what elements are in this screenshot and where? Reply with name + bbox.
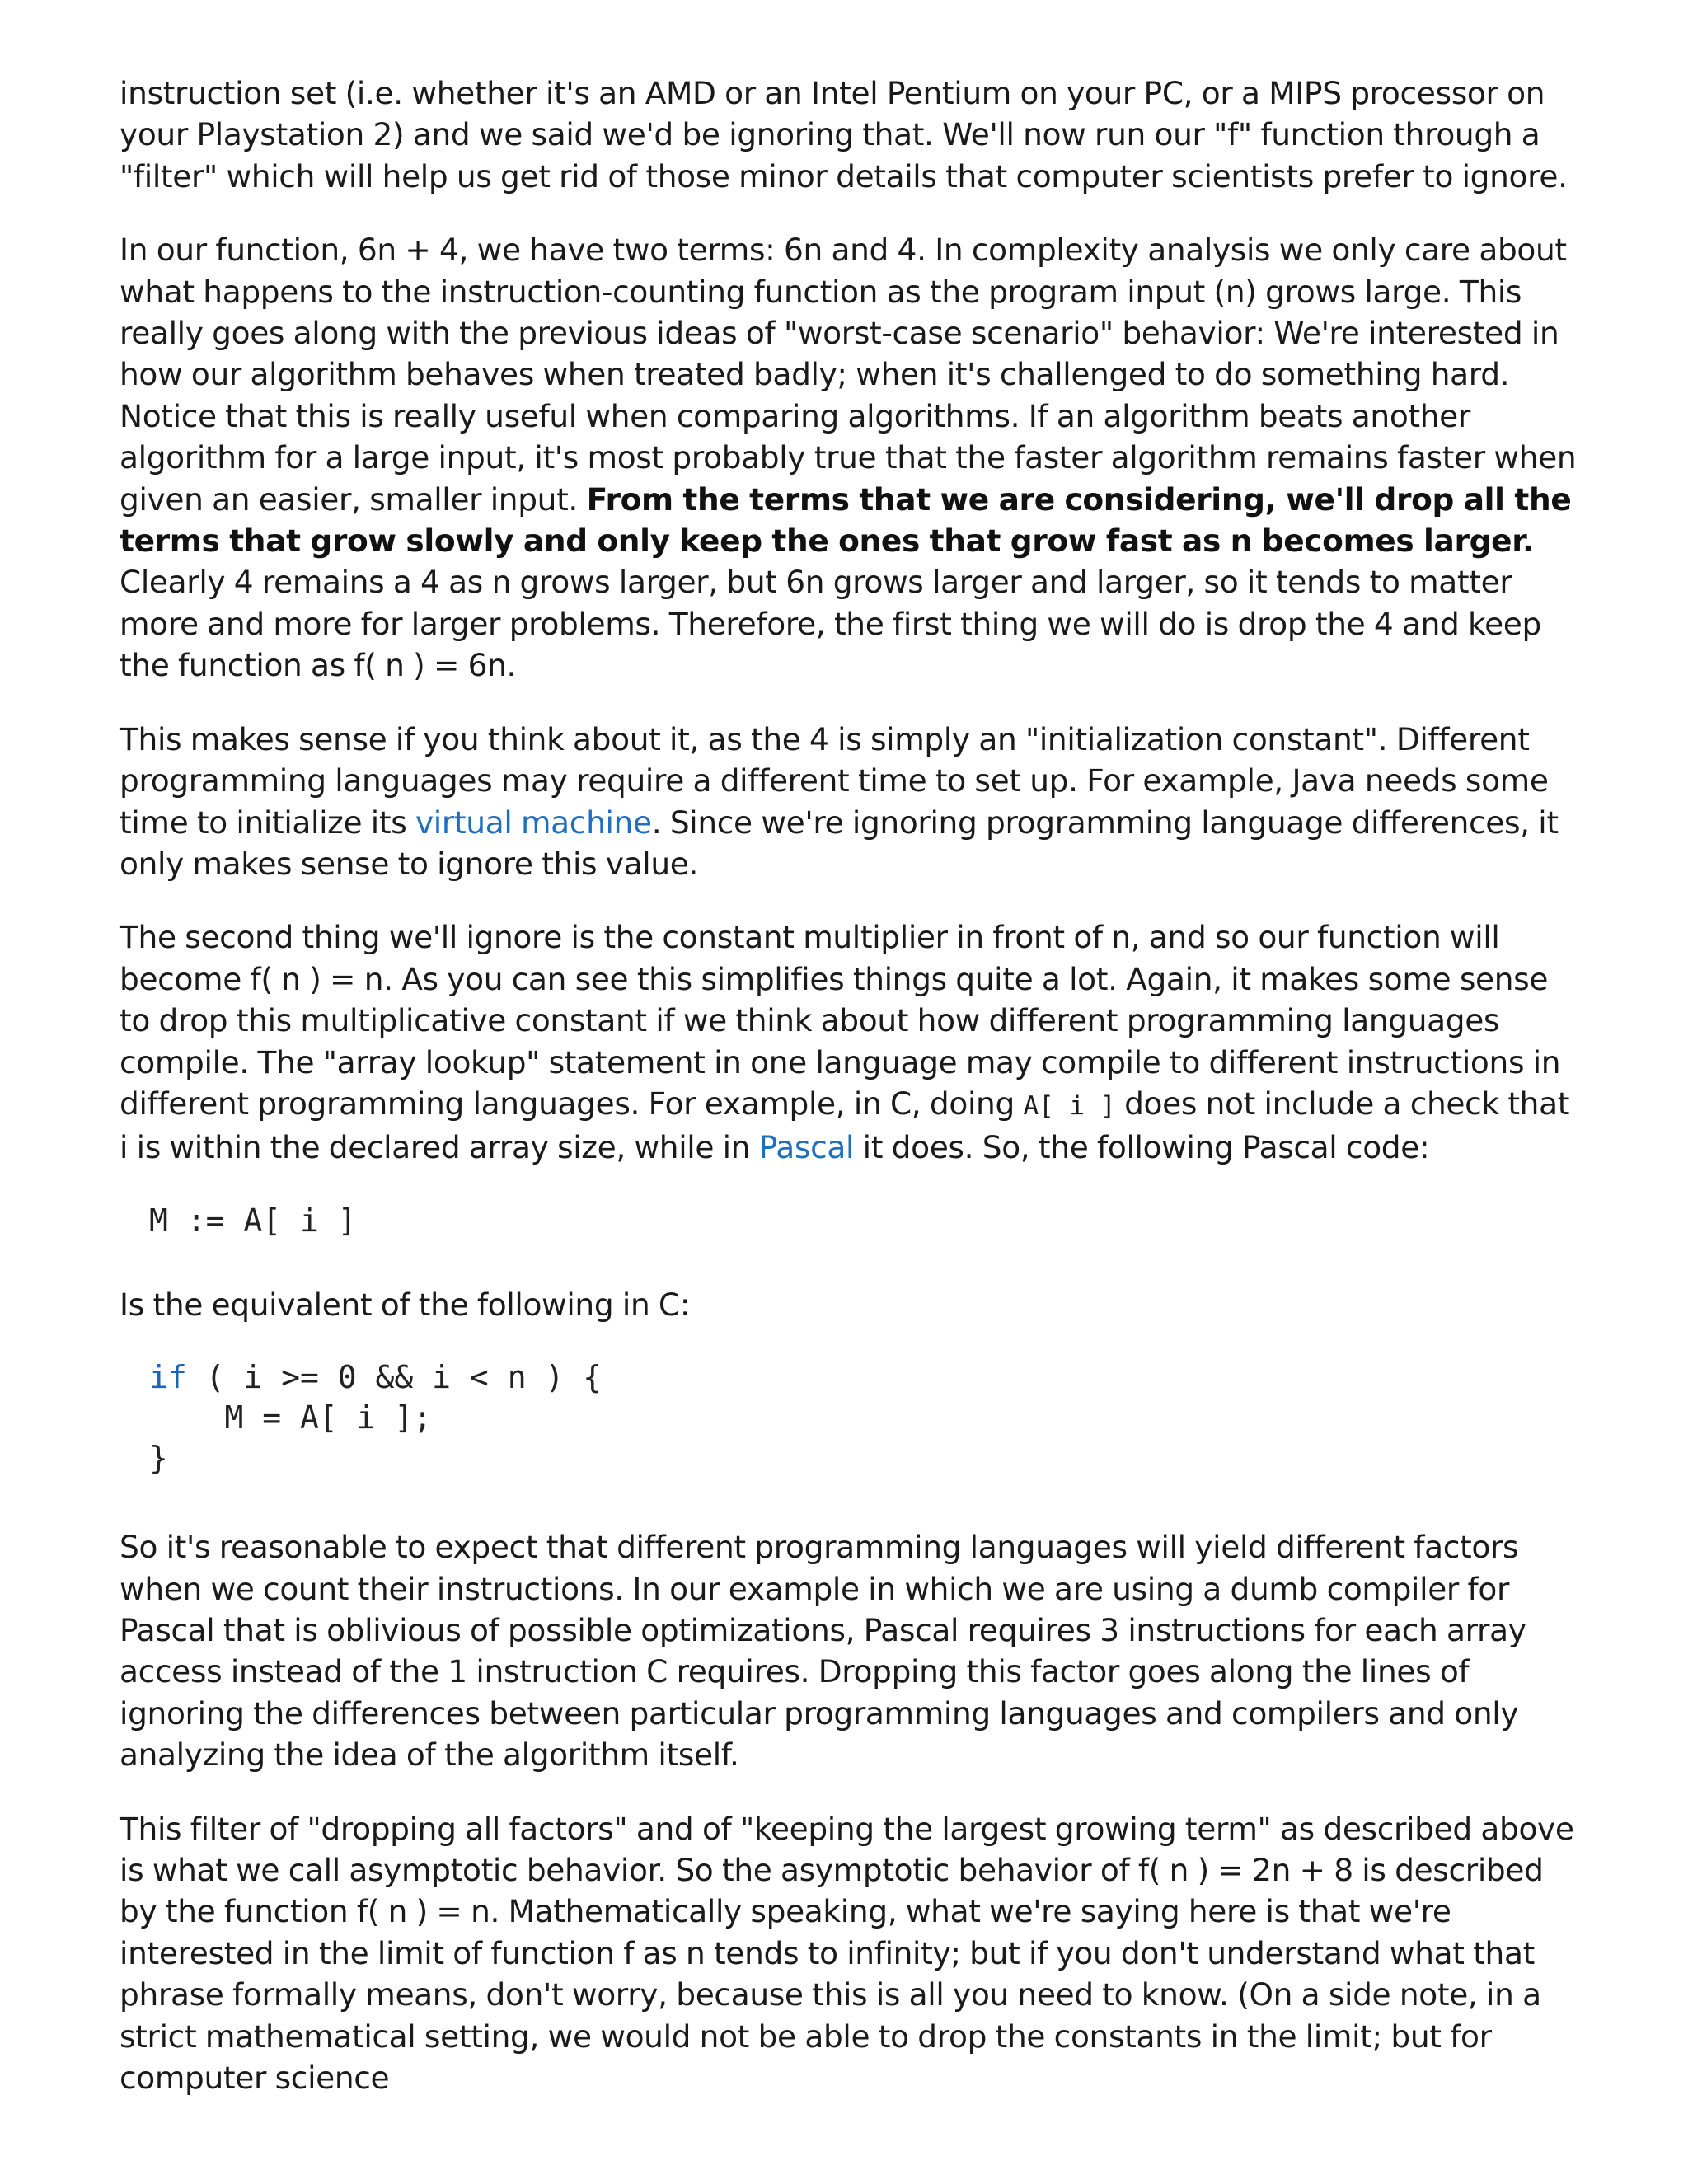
code-line: ( i >= 0 && i < n ) { (186, 1359, 603, 1396)
bold-rule-text: From the terms that we are considering, we'll drop all the terms that grow slowly and only keep the ones that grow fast as n becomes larger. (120, 480, 1572, 560)
code-line: } (149, 1440, 168, 1477)
paragraph-initialization-constant (120, 719, 1578, 885)
pascal-link[interactable]: Pascal (758, 1129, 855, 1166)
paragraph-asymptotic-behavior (120, 1808, 1578, 2099)
paragraph-text: Is the equivalent of the following in C: (120, 1286, 691, 1323)
term-asymptotic-behavior: asymptotic behavior (349, 1852, 658, 1888)
paragraph-text: . Since we're ignoring programming language differences, it only makes sense to ignore this value. (120, 804, 1559, 882)
c-code-block (149, 1357, 1578, 1479)
code-keyword-if: if (149, 1359, 187, 1396)
paragraph-text: This filter of "dropping all factors" and of "keeping the largest growing term" as described above is what we call (120, 1810, 1574, 1888)
virtual-machine-link[interactable]: virtual machine (415, 804, 652, 841)
paragraph-constant-multiplier (120, 916, 1578, 1168)
paragraph-text: In our function, 6n + 4, we have two terms: 6n and 4. In complexity analysis we only care about what happens to the instruction-counting function as the program input (n) grows large. This really goes along with the previous ideas of "worst-case scenario" behavior: We're interested in how our algorithm behaves when treated badly; when it's challenged to do something hard. Notice that this is really useful when comparing algorithms. If an algorithm beats another algorithm for a large input, it's most probably true that the faster algorithm remains faster when given an easier, smaller input. (120, 232, 1577, 518)
paragraph-text: . So the asymptotic behavior of f( n ) = 2n + 8 is described by the function f( n ) = n. Mathematically speaking, what we're saying here is that we're interested in the limit of function f as n tends to infinity; but if you don't understand what that phrase formally means, don't worry, because this is all you need to know. (On a side note, in a strict mathematical setting, we would not be able to drop the constants in the limit; but for computer science (120, 1852, 1544, 2097)
code-line: M = A[ i ]; (149, 1399, 433, 1436)
paragraph-text: This makes sense if you think about it, as the 4 is simply an "initialization constant". Different programming languages may require a different time to set up. For example, Java needs some time to initialize its (120, 720, 1549, 841)
code-line: M := A[ i ] (149, 1202, 357, 1239)
paragraph-two-terms (120, 229, 1578, 686)
inline-code-array-access: A[ i ] (1023, 1090, 1116, 1121)
paragraph-text: it does. So, the following Pascal code: (862, 1129, 1430, 1166)
paragraph-c-equivalent (120, 1284, 1578, 1325)
paragraph-text: instruction set (i.e. whether it's an AMD or an Intel Pentium on your PC, or a MIPS processor on your Playstation 2) and we said we'd be ignoring that. We'll now run our "f" function through a "filter" which will help us get rid of those minor details that computer scientists prefer to ignore. (120, 75, 1568, 194)
paragraph-language-factors (120, 1526, 1578, 1775)
paragraph-text: Clearly 4 remains a 4 as n grows larger, but 6n grows larger and larger, so it tends to matter more and more for larger problems. Therefore, the first thing we will do is drop the 4 and keep the function as f( n ) = 6n. (120, 564, 1541, 684)
article-body (120, 73, 1578, 2130)
pascal-code-block (149, 1201, 1578, 1241)
paragraph-text: So it's reasonable to expect that different programming languages will yield different factors when we count their instructions. In our example in which we are using a dumb compiler for Pascal that is oblivious of possible optimizations, Pascal requires 3 instructions for each array access instead of the 1 instruction C requires. Dropping this factor goes along the lines of ignoring the differences between particular programming languages and compilers and only analyzing the idea of the algorithm itself. (120, 1529, 1526, 1774)
paragraph-instruction-set (120, 73, 1578, 197)
paragraph-text: The second thing we'll ignore is the constant multiplier in front of n, and so our function will become f( n ) = n. As you can see this simplifies things quite a lot. Again, it makes some sense to drop this multiplicative constant if we think about how different programming languages compile. The "array lookup" statement in one language may compile to different instructions in different programming languages. For example, in C, doing (120, 919, 1561, 1122)
paragraph-text: does not include a check that i is within the declared array size, while in (120, 1085, 1570, 1166)
